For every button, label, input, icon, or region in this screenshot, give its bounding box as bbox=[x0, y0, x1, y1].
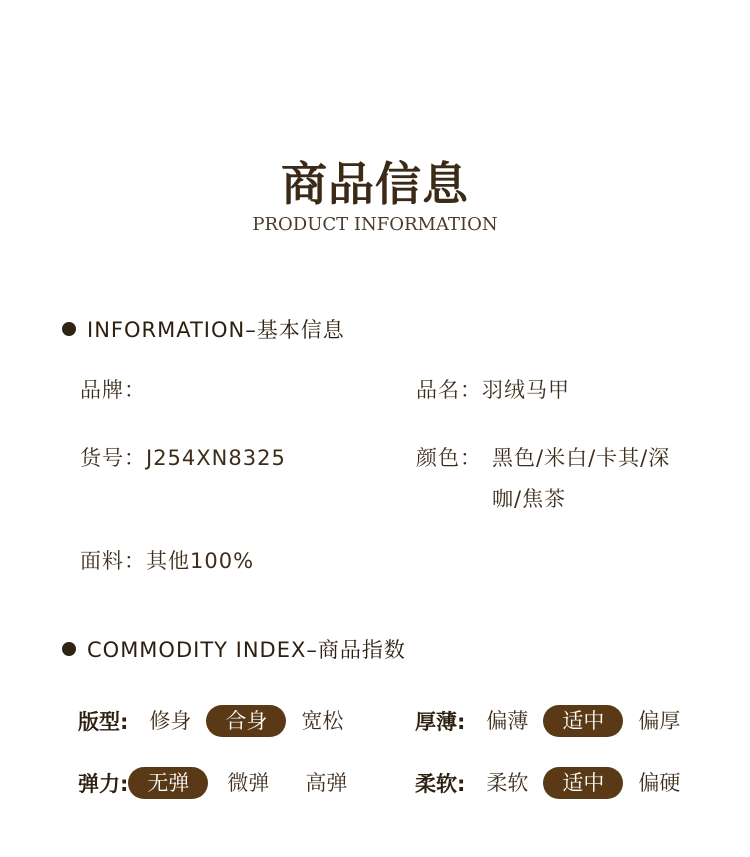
fabric-label: 面料： bbox=[80, 549, 146, 573]
thickness-option-1: 偏薄 bbox=[486, 709, 529, 733]
elasticity-option-3: 高弹 bbox=[305, 771, 348, 795]
brand-label: 品牌： bbox=[80, 378, 146, 402]
sku-row bbox=[80, 442, 286, 472]
fabric-row bbox=[80, 545, 254, 575]
page-subtitle: PRODUCT INFORMATION bbox=[252, 214, 498, 235]
page-title: 商品信息 bbox=[281, 157, 469, 211]
name-label: 品名： bbox=[416, 378, 482, 402]
name-value: 羽绒马甲 bbox=[482, 378, 570, 402]
softness-index bbox=[415, 767, 689, 799]
bullet-dot-icon bbox=[62, 322, 76, 336]
commodity-index-heading-text: COMMODITY INDEX–商品指数 bbox=[87, 638, 406, 662]
commodity-index-heading bbox=[62, 634, 406, 664]
brand-row bbox=[80, 374, 146, 404]
fit-index bbox=[78, 705, 352, 737]
thickness-label: 厚薄: bbox=[415, 710, 466, 734]
fit-label: 版型: bbox=[78, 710, 129, 734]
bullet-dot-icon bbox=[62, 642, 76, 656]
color-label: 颜色： bbox=[416, 446, 482, 470]
color-label-wrap bbox=[416, 442, 482, 472]
softness-option-1: 柔软 bbox=[486, 771, 529, 795]
basic-info-heading-text: INFORMATION–基本信息 bbox=[87, 318, 345, 342]
name-row bbox=[416, 374, 570, 404]
softness-option-2-selected: 适中 bbox=[543, 767, 623, 799]
thickness-option-2-selected: 适中 bbox=[543, 705, 623, 737]
softness-option-3: 偏硬 bbox=[638, 771, 681, 795]
color-value bbox=[492, 442, 742, 513]
sku-value: J254XN8325 bbox=[146, 446, 286, 470]
softness-label: 柔软: bbox=[415, 772, 466, 796]
fabric-value: 其他100% bbox=[146, 549, 255, 573]
fit-option-1: 修身 bbox=[149, 709, 192, 733]
thickness-option-3: 偏厚 bbox=[638, 709, 681, 733]
color-value-line2: 咖/焦茶 bbox=[492, 487, 567, 511]
fit-option-3: 宽松 bbox=[301, 709, 344, 733]
basic-info-heading bbox=[62, 314, 345, 344]
elasticity-option-2: 微弹 bbox=[227, 771, 270, 795]
color-value-line1: 黑色/米白/卡其/深 bbox=[492, 446, 671, 470]
sku-label: 货号： bbox=[80, 446, 146, 470]
thickness-index bbox=[415, 705, 689, 737]
elasticity-index bbox=[78, 767, 356, 799]
elasticity-option-1-selected: 无弹 bbox=[128, 767, 208, 799]
fit-option-2-selected: 合身 bbox=[206, 705, 286, 737]
elasticity-label: 弹力: bbox=[78, 772, 129, 796]
